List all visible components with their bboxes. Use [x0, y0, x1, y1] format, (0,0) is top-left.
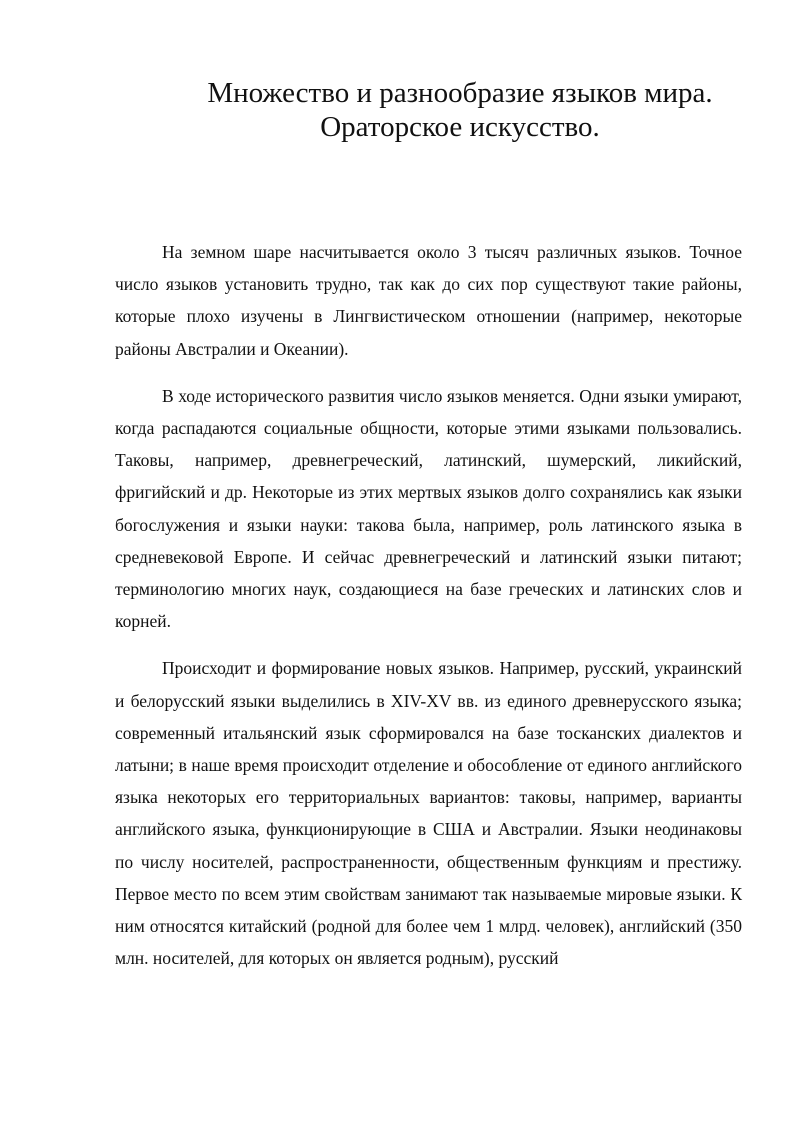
paragraph-1: На земном шаре насчитывается около 3 тысяч различных языков. Точное число языков установить трудно, так как до сих пор существуют такие районы, которые плохо изучены в Лингвистическом отношении (например, некоторые районы Австралии и Океании). [115, 242, 742, 359]
document-body [115, 236, 742, 989]
title-line-1: Множество и разнообразие языков мира. [207, 77, 713, 109]
paragraph-3: Происходит и формирование новых языков. Например, русский, украинский и белорусский языки выделились в XIV-XV вв. из единого древнерусского языка; современный итальянский язык сформировался на базе тосканских диалектов и латыни; в наше время происходит отделение и обособление от единого английского языка некоторых его территориальных вариантов: таковы, например, варианты английского языка, функционирующие в США и Австралии. Языки неодинаковы по числу носителей, распространенности, общественным функциям и престижу. Первое место по всем этим свойствам занимают так называемые мировые языки. К ним относятся китайский (родной для более чем 1 млрд. человек), английский (350 млн. носителей, для которых он является родным), русский [115, 658, 742, 969]
title-line-2: Ораторское искусство. [320, 111, 600, 143]
paragraph-2: В ходе исторического развития число языков меняется. Одни языки умирают, когда распадаются социальные общности, которые этими языками пользовались. Таковы, например, древнегреческий, латинский, шумерский, ликийский, фригийский и др. Некоторые из этих мертвых языков долго сохранялись как языки богослужения и языки науки: такова была, например, роль латинского языка в средневековой Европе. И сейчас древнегреческий и латинский языки питают; терминологию многих наук, создающиеся на базе греческих и латинских слов и корней. [115, 385, 742, 632]
document-title [115, 76, 800, 144]
